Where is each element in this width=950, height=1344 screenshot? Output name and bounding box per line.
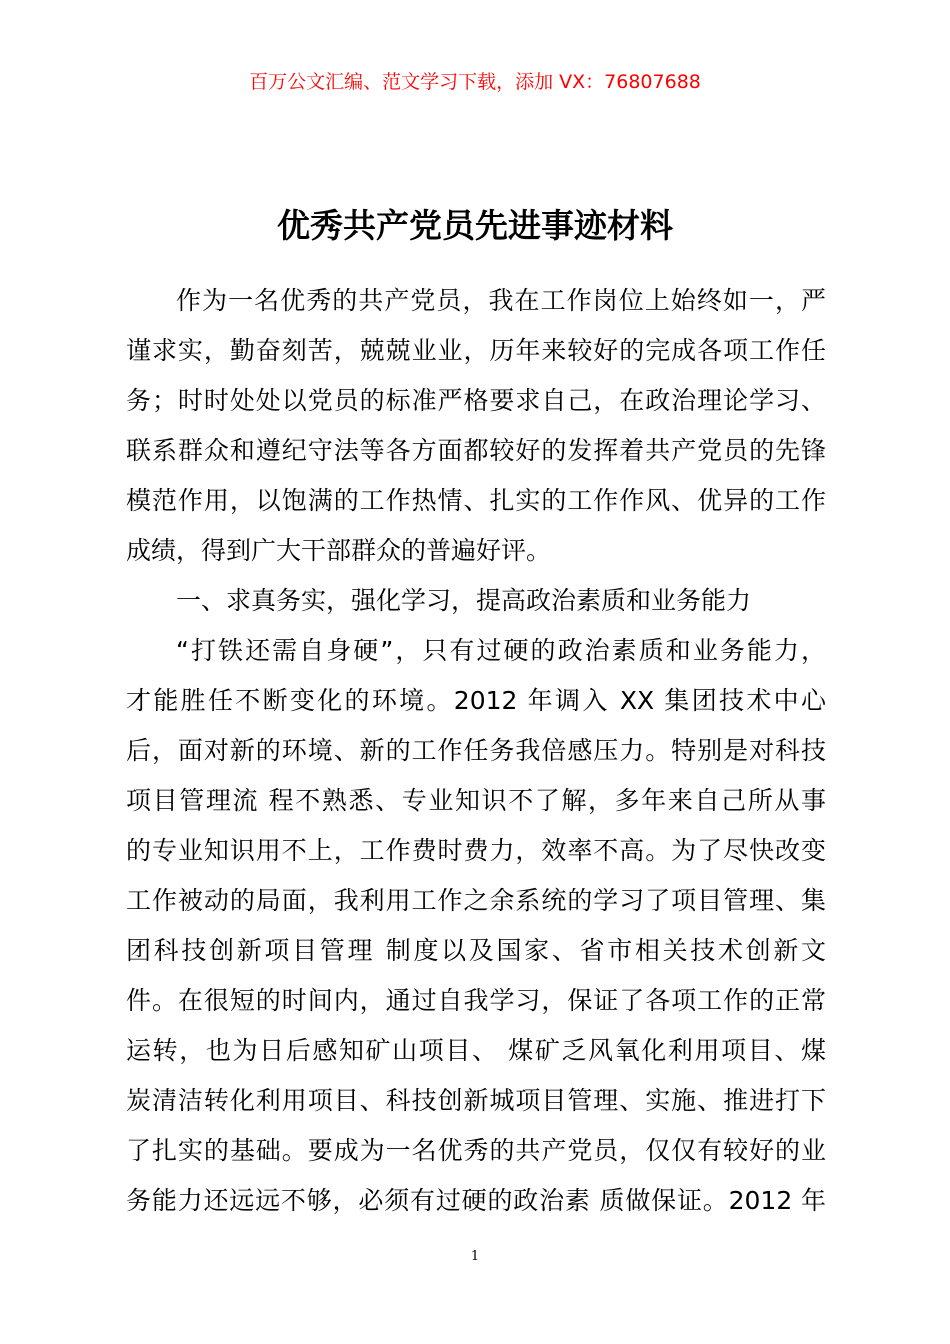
paragraph-line: 才能胜任不断变化的环境。2012 年调入 XX 集团技术中心 — [126, 686, 826, 715]
paragraph-line: 炭清洁转化利用项目、科技创新城项目管理、实施、推进打下 — [126, 1086, 826, 1115]
paragraph-line: 模范作用，以饱满的工作热情、扎实的工作作风、优异的工作 — [126, 486, 826, 515]
watermark-header: 百万公文汇编、范文学习下载，添加 VX：76807688 — [249, 71, 701, 93]
paragraph-line: 运转，也为日后感知矿山项目、 煤矿乏风氧化利用项目、煤 — [126, 1036, 826, 1065]
paragraph-line: 成绩，得到广大干部群众的普遍好评。 — [126, 536, 552, 565]
paragraph-line: 团科技创新项目管理 制度以及国家、省市相关技术创新文 — [126, 936, 826, 965]
paragraph-line: 联系群众和遵纪守法等各方面都较好的发挥着共产党员的先锋 — [126, 436, 826, 465]
paragraph-line: 项目管理流 程不熟悉、专业知识不了解，多年来自己所从事 — [126, 786, 826, 815]
section-heading: 一、求真务实，强化学习，提高政治素质和业务能力 — [176, 586, 752, 615]
paragraph-line: 谨求实，勤奋刻苦，兢兢业业，历年来较好的完成各项工作任 — [126, 336, 826, 365]
paragraph-line: 后，面对新的环境、新的工作任务我倍感压力。特别是对科技 — [126, 736, 826, 765]
paragraph-line: 务能力还远远不够，必须有过硬的政治素 质做保证。2012 年 — [126, 1186, 826, 1215]
paragraph-line: 件。在很短的时间内，通过自我学习，保证了各项工作的正常 — [126, 986, 826, 1015]
document-title: 优秀共产党员先进事迹材料 — [277, 206, 673, 245]
paragraph-line: 了扎实的基础。要成为一名优秀的共产党员，仅仅有较好的业 — [126, 1136, 826, 1165]
paragraph-line: 务；时时处处以党员的标准严格要求自己，在政治理论学习、 — [126, 386, 826, 415]
paragraph-line: 工作被动的局面，我利用工作之余系统的学习了项目管理、集 — [126, 886, 826, 915]
paragraph-line: 的专业知识用不上，工作费时费力，效率不高。为了尽快改变 — [126, 836, 826, 865]
paragraph-line: “打铁还需自身硬”，只有过硬的政治素质和业务能力， — [176, 636, 826, 665]
page-number: 1 — [470, 1249, 480, 1264]
paragraph-line: 作为一名优秀的共产党员，我在工作岗位上始终如一，严 — [176, 286, 826, 315]
document-body — [126, 276, 826, 1226]
